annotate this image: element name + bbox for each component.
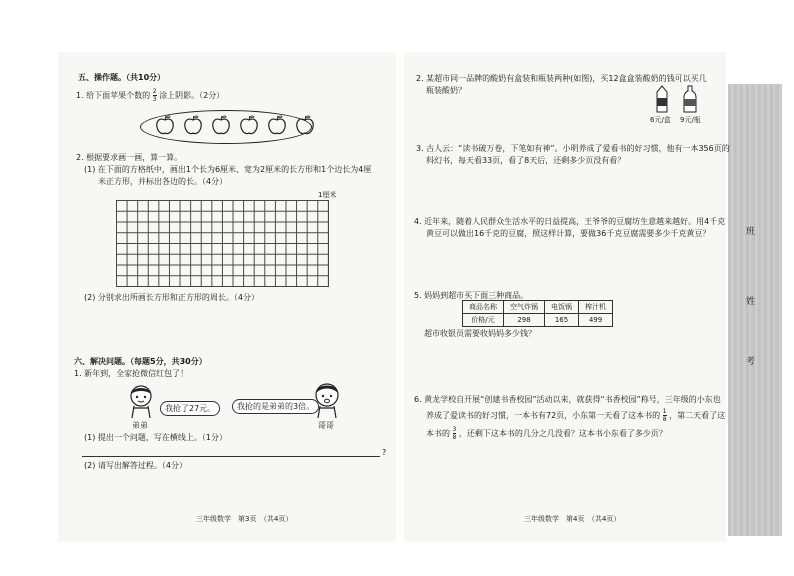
table-header-cell: 商品名称 <box>463 301 504 314</box>
problem-6-line2 <box>426 408 725 423</box>
section-6-title: 六、解决问题。（每题5分，共30分） <box>74 357 207 366</box>
problem-2-line1: 2. 某超市同一品牌的酸奶有盒装和瓶装两种(如图)，买12盒盒装酸奶的钱可以买几 <box>416 74 707 83</box>
fraction-numerator: 2 <box>152 88 157 95</box>
fraction-denominator: 3 <box>152 96 157 103</box>
table-cell: 价格/元 <box>463 314 504 327</box>
older-brother-icon <box>312 382 342 418</box>
question-2-1-line2: 米正方形，并标出各边的长。（4分） <box>98 177 228 186</box>
older-brother-speech-bubble: 我抢的是弟弟的3倍。 <box>232 399 319 414</box>
grid-unit-label: 1厘米 <box>318 191 337 199</box>
question-1-prefix: 1. 给下面苹果个数的 <box>76 91 151 100</box>
left-page-footer: 三年级数学 第3页 （共4页） <box>196 515 293 523</box>
fraction <box>453 426 457 441</box>
question-2-title: 2. 根据要求画一画，算一算。 <box>76 153 183 162</box>
problem-3-line2: 科幻书，每天看33页，看了8天后，还剩多少页没有看？ <box>426 156 626 165</box>
younger-brother-icon <box>126 384 156 418</box>
problem-6-line2-part-b: ，第二天看了这 <box>669 411 726 420</box>
problem-1-part-2: (2) 请写出解答过程。（4分） <box>84 461 187 470</box>
table-header-cell: 空气炸锅 <box>504 301 545 314</box>
problem-6-line1: 6. 黄龙学校自开展“创建书香校园”活动以来，就获得“书香校园”称号，三年级的小东也 <box>414 395 721 404</box>
problem-5-title: 5. 妈妈到超市买下面三种商品。 <box>414 291 529 300</box>
binding-margin <box>728 84 782 536</box>
fraction-denominator: 8 <box>662 416 667 423</box>
problem-1-title: 1. 新年到，全家抢微信红包了！ <box>74 369 189 378</box>
margin-label: 姓 <box>746 297 756 307</box>
apple-icon[interactable] <box>183 114 203 136</box>
table-cell: 165 <box>545 314 579 327</box>
problem-6-line2-part-a: 养成了爱读书的好习惯，一本书有72页，小东第一天看了这本书的 <box>426 411 661 420</box>
price-table <box>462 300 613 327</box>
fraction-denominator: 8 <box>452 434 457 441</box>
apple-icon[interactable] <box>295 114 315 136</box>
answer-line[interactable] <box>82 456 380 457</box>
box-price-label: 6元/盒 <box>650 116 671 124</box>
problem-6-line3-part-a: 本书的 <box>426 429 450 438</box>
apple-icon[interactable] <box>155 114 175 136</box>
table-header-cell: 电饭锅 <box>545 301 579 314</box>
yogurt-box-icon <box>654 84 670 114</box>
younger-brother-name: 弟弟 <box>132 421 148 430</box>
square-grid-paper[interactable] <box>116 200 329 287</box>
table-header-row <box>463 301 613 314</box>
older-brother-name: 哥哥 <box>318 421 334 430</box>
section-5-title: 五、操作题。（共10分） <box>78 73 166 82</box>
problem-5-question: 超市收银员需要收妈妈多少钱？ <box>424 329 536 338</box>
question-2-2: (2) 分别求出所画长方形和正方形的周长。（4分） <box>84 293 259 302</box>
younger-brother-speech-bubble: 我抢了27元。 <box>160 401 220 416</box>
problem-3-line1: 3. 古人云：“读书破万卷，下笔如有神”。小明养成了爱看书的好习惯，他有一本356页的 <box>416 144 730 153</box>
fraction-numerator: 3 <box>452 426 457 433</box>
table-row <box>463 314 613 327</box>
problem-6-line3-part-b: ，还剩下这本书的几分之几没看？这本书小东看了多少页？ <box>458 429 667 438</box>
apple-row <box>155 114 318 140</box>
margin-label: 考 <box>746 357 756 367</box>
margin-label: 班 <box>746 227 756 237</box>
problem-4-line2: 黄豆可以做出16千克的豆腐，照这样计算，要做36千克豆腐需要多少千克黄豆？ <box>426 229 711 238</box>
problem-1-part-1: (1) 提出一个问题，写在横线上。（1分） <box>84 433 227 442</box>
apple-icon[interactable] <box>211 114 231 136</box>
fraction <box>153 88 157 103</box>
question-mark: ? <box>382 448 387 457</box>
apple-icon[interactable] <box>267 114 287 136</box>
table-cell: 499 <box>579 314 613 327</box>
problem-6-line3 <box>426 426 667 441</box>
problem-2-line2: 瓶装酸奶？ <box>426 86 466 95</box>
problem-4-line1: 4. 近年来，随着人民群众生活水平的日益提高，王爷爷的豆腐坊生意越来越好。用4千克 <box>414 217 726 226</box>
question-2-1-line1: (1) 在下面的方格纸中，画出1个长为6厘米、宽为2厘米的长方形和1个边长为4厘 <box>84 165 372 174</box>
yogurt-bottle-icon <box>682 84 698 114</box>
right-page-footer: 三年级数学 第4页 （共4页） <box>524 515 621 523</box>
table-cell: 298 <box>504 314 545 327</box>
fraction-numerator: 1 <box>662 408 667 415</box>
question-1 <box>76 88 224 103</box>
table-header-cell: 榨汁机 <box>579 301 613 314</box>
fraction <box>663 408 667 423</box>
apple-icon[interactable] <box>239 114 259 136</box>
question-1-suffix: 涂上阴影。（2分） <box>159 91 225 100</box>
bottle-price-label: 9元/瓶 <box>680 116 701 124</box>
